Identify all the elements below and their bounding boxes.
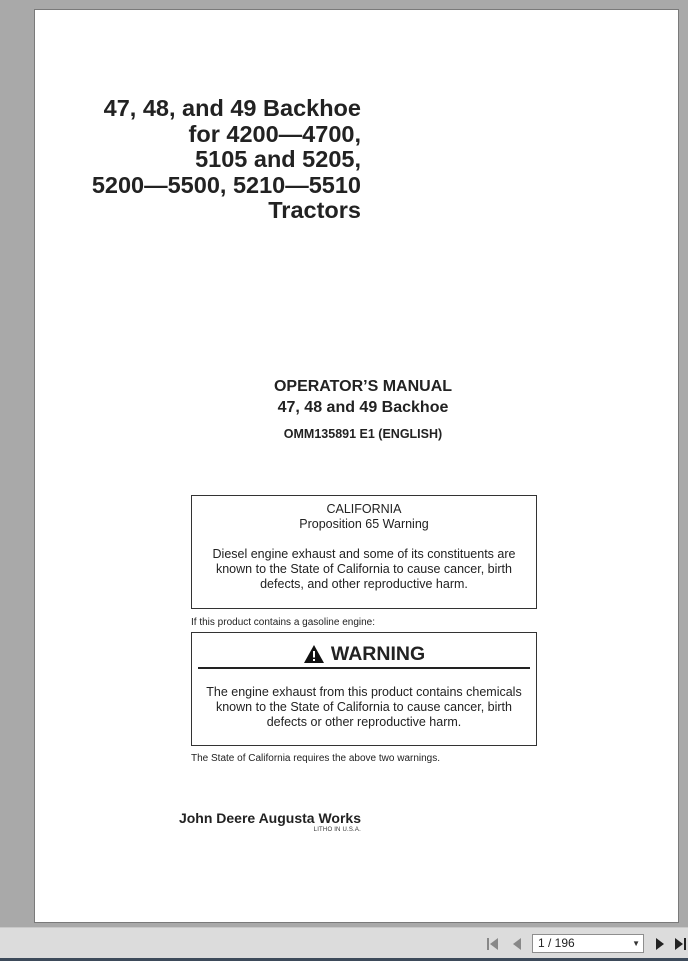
prop65-warning-box — [191, 495, 537, 609]
warning-heading-text: WARNING — [330, 643, 426, 665]
warning-body-line: known to the State of California to cause cancer, birth — [215, 700, 512, 714]
gasoline-note: If this product contains a gasoline engine: — [191, 617, 376, 628]
title-line: 47, 48, and 49 Backhoe — [103, 95, 361, 121]
title-line: 5105 and 5205, — [195, 146, 361, 172]
last-page-icon[interactable] — [672, 936, 688, 952]
prop65-state: CALIFORNIA — [326, 502, 402, 516]
next-page-icon[interactable] — [652, 936, 668, 952]
page-indicator: 1 / 196 — [538, 936, 575, 950]
title-line: Tractors — [268, 197, 361, 223]
warning-body-line: defects or other reproductive harm. — [266, 715, 462, 729]
prop65-body-line: defects, and other reproductive harm. — [260, 577, 468, 591]
publisher-name: John Deere Augusta Works — [178, 810, 361, 826]
page-navigation-toolbar — [0, 927, 688, 961]
state-note: The State of California requires the above two warnings. — [191, 753, 441, 764]
previous-page-icon[interactable] — [509, 936, 525, 952]
prop65-body-line: known to the State of California to cause cancer, birth — [215, 562, 512, 576]
warning-body — [192, 685, 536, 730]
document-page — [34, 9, 679, 923]
document-title — [92, 96, 361, 224]
publisher-block — [179, 810, 361, 834]
manual-subheading: 47, 48 and 49 Backhoe — [277, 399, 449, 416]
manual-heading: OPERATOR’S MANUAL — [273, 378, 453, 395]
title-line: 5200—5500, 5210—5510 — [91, 171, 361, 198]
gasoline-warning-box — [191, 632, 537, 746]
manual-heading-block — [225, 376, 501, 442]
first-page-icon[interactable] — [485, 936, 501, 952]
warning-triangle-icon — [303, 644, 325, 664]
warning-heading — [198, 643, 530, 669]
manual-code: OMM135891 E1 (ENGLISH) — [283, 427, 443, 441]
prop65-body-line: Diesel engine exhaust and some of its constituents are — [212, 547, 516, 561]
page-select[interactable] — [532, 934, 644, 953]
title-line: for 4200—4700, — [188, 120, 361, 147]
warning-body-line: The engine exhaust from this product contains chemicals — [206, 685, 522, 699]
prop65-title: Proposition 65 Warning — [299, 517, 429, 531]
chevron-down-icon: ▼ — [632, 939, 640, 948]
litho-note: LITHO IN U.S.A. — [313, 827, 361, 833]
